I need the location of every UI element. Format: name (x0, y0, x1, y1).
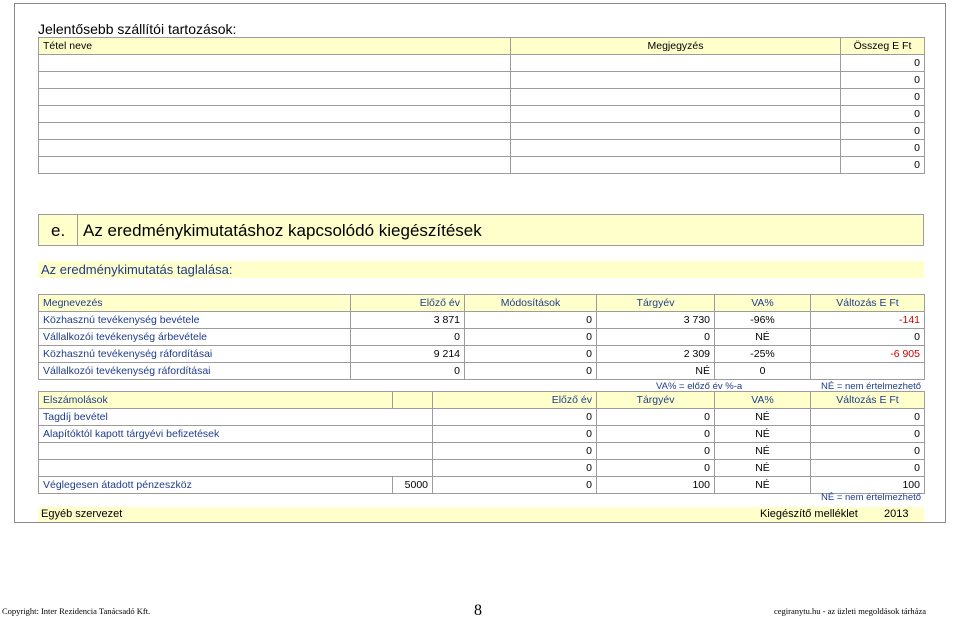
cell (39, 72, 511, 89)
cell: 0 (811, 426, 925, 443)
cell: 100 (811, 477, 925, 494)
org-type: Egyéb szervezet (41, 508, 123, 520)
cell: 0 (841, 140, 925, 157)
header-amount: Összeg E Ft (841, 38, 925, 55)
cell (511, 72, 841, 89)
cell: 0 (351, 363, 465, 380)
cell: -25% (715, 346, 811, 363)
cell: 0 (811, 460, 925, 477)
section-letter: e. (51, 221, 66, 240)
table-row (39, 329, 925, 346)
cell: 0 (841, 55, 925, 72)
cell: 3 730 (597, 312, 715, 329)
header-va: VA% (715, 392, 811, 409)
document-type: Kiegészítő melléklet (760, 508, 858, 520)
suppliers-header-row (39, 38, 925, 55)
header-change: Változás E Ft (811, 392, 925, 409)
cell: 0 (465, 312, 597, 329)
settlements-table (38, 391, 925, 494)
cell: 0 (433, 477, 597, 494)
cell: 0 (351, 329, 465, 346)
table-row (39, 363, 925, 380)
cell (511, 55, 841, 72)
cell: 0 (811, 329, 925, 346)
cell: NÉ (715, 329, 811, 346)
header-blank (393, 392, 433, 409)
cell (39, 157, 511, 174)
breakdown-header-row (39, 295, 925, 312)
cell: 0 (465, 346, 597, 363)
table-row (39, 443, 925, 460)
cell: 0 (841, 157, 925, 174)
cell: 0 (811, 409, 925, 426)
cell (39, 140, 511, 157)
table-row (39, 140, 925, 157)
cell: Közhasznú tevékenység ráfordításai (39, 346, 351, 363)
header-prev-year: Előző év (433, 392, 597, 409)
cell: 2 309 (597, 346, 715, 363)
cell: 0 (597, 460, 715, 477)
cell (39, 55, 511, 72)
table-row (39, 426, 925, 443)
cell: 0 (433, 443, 597, 460)
header-va: VA% (715, 295, 811, 312)
cell: 0 (841, 72, 925, 89)
cell: 0 (433, 426, 597, 443)
table-row (39, 477, 925, 494)
cell: 0 (465, 329, 597, 346)
cell (39, 460, 433, 477)
cell (511, 123, 841, 140)
suppliers-table (38, 37, 925, 174)
cell: Alapítóktól kapott tárgyévi befizetések (39, 426, 433, 443)
va-note: VA% = előző év %-a (656, 381, 743, 392)
cell: 5000 (393, 477, 433, 494)
breakdown-table (38, 294, 925, 380)
cell: NÉ (715, 409, 811, 426)
cell: 0 (433, 460, 597, 477)
table-row (39, 55, 925, 72)
ne-note-bottom: NÉ = nem értelmezhető (821, 492, 922, 503)
cell (811, 363, 925, 380)
site-tagline: cegiranytu.hu - az üzleti megoldások tárháza (774, 606, 926, 616)
breakdown-title: Az eredménykimutatás taglalása: (38, 261, 924, 278)
cell: Véglegesen átadott pénzeszköz (39, 477, 393, 494)
cell: 0 (811, 443, 925, 460)
cell: Vállalkozói tevékenység árbevétele (39, 329, 351, 346)
header-current-year: Tárgyév (597, 295, 715, 312)
cell: 0 (841, 89, 925, 106)
suppliers-title: Jelentősebb szállítói tartozások: (38, 21, 237, 37)
bottom-bar (38, 507, 924, 522)
section-heading (38, 214, 924, 246)
cell: 0 (433, 409, 597, 426)
page-number: 8 (474, 602, 482, 619)
cell: 0 (465, 363, 597, 380)
cell (511, 89, 841, 106)
cell: 0 (597, 443, 715, 460)
header-current-year: Tárgyév (597, 392, 715, 409)
header-name: Megnevezés (39, 295, 351, 312)
cell: 9 214 (351, 346, 465, 363)
cell: NÉ (715, 443, 811, 460)
cell: 100 (597, 477, 715, 494)
table-row (39, 346, 925, 363)
cell: 0 (597, 329, 715, 346)
table-row (39, 312, 925, 329)
cell: 0 (841, 106, 925, 123)
cell: 0 (715, 363, 811, 380)
cell: NÉ (715, 460, 811, 477)
cell (39, 443, 433, 460)
year: 2013 (884, 508, 909, 520)
table-row (39, 409, 925, 426)
cell (511, 106, 841, 123)
cell (511, 157, 841, 174)
table-row (39, 89, 925, 106)
cell: NÉ (715, 477, 811, 494)
table-row (39, 460, 925, 477)
header-prev-year: Előző év (351, 295, 465, 312)
section-title: Az eredménykimutatáshoz kapcsolódó kiegészítések (83, 221, 482, 240)
cell: 0 (597, 426, 715, 443)
cell: Közhasznú tevékenység bevétele (39, 312, 351, 329)
settlements-header-row (39, 392, 925, 409)
cell: NÉ (715, 426, 811, 443)
cell (511, 140, 841, 157)
cell: -96% (715, 312, 811, 329)
cell: Vállalkozói tevékenység ráfordításai (39, 363, 351, 380)
header-note: Megjegyzés (511, 38, 841, 55)
table-row (39, 123, 925, 140)
cell (39, 89, 511, 106)
cell: 0 (841, 123, 925, 140)
section-divider (77, 215, 78, 245)
cell: 0 (597, 409, 715, 426)
ne-note: NÉ = nem értelmezhető (821, 381, 922, 392)
cell (39, 106, 511, 123)
table-row (39, 157, 925, 174)
cell (39, 123, 511, 140)
copyright: Copyright: Inter Rezidencia Tanácsadó Kft. (2, 606, 151, 616)
header-settlements: Elszámolások (39, 392, 393, 409)
header-item-name: Tétel neve (39, 38, 511, 55)
cell: 3 871 (351, 312, 465, 329)
cell: -141 (811, 312, 925, 329)
table-row (39, 106, 925, 123)
cell: Tagdíj bevétel (39, 409, 433, 426)
table-row (39, 72, 925, 89)
cell: NÉ (597, 363, 715, 380)
header-change: Változás E Ft (811, 295, 925, 312)
cell: -6 905 (811, 346, 925, 363)
header-modifications: Módosítások (465, 295, 597, 312)
